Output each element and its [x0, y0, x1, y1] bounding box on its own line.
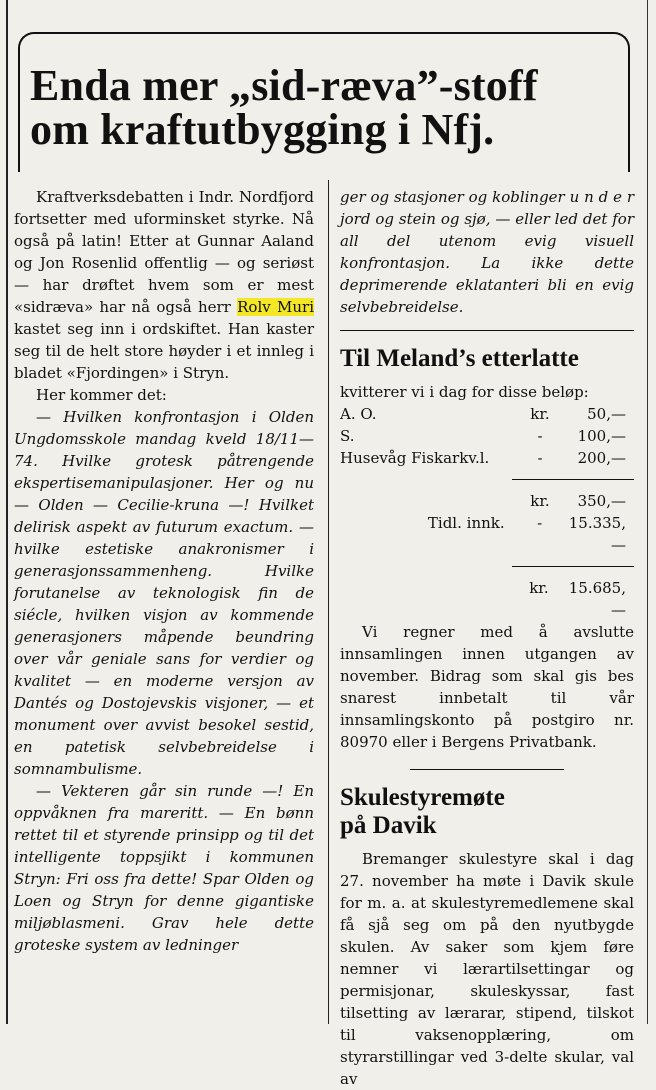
skule-title-line-1: Skulestyremøte	[340, 784, 505, 811]
intro-paragraph	[14, 186, 314, 384]
donation-row	[340, 447, 634, 469]
currency: -	[537, 427, 543, 445]
meland-text: Vi regner med å avslutte innsamlingen innen utgangen av november. Bidrag som skal gis bes snarest innbetalt til vår innsamlingskonto på postgiro nr. 80970 eller i Bergens Privatbank.	[340, 623, 634, 751]
headline	[30, 61, 630, 154]
headline-line-1: Enda mer „sid-ræva”-stoff	[30, 61, 538, 110]
amount: 200,—	[577, 449, 626, 467]
total-row	[340, 577, 634, 621]
column-edge-rule-right	[647, 0, 648, 1024]
currency: kr.	[530, 405, 550, 423]
previous-amount: 15.335,—	[568, 514, 626, 554]
quote-intro: Her kommer det:	[36, 386, 167, 404]
skule-title	[340, 784, 634, 840]
currency: kr.	[529, 579, 549, 597]
previous-row	[340, 512, 634, 556]
currency: kr.	[530, 492, 550, 510]
donor-name: A. O.	[340, 405, 377, 423]
amount: 100,—	[577, 427, 626, 445]
quote-continuation: ger og stasjoner og koblinger u n d e r jord og stein og sjø, — eller led det for all del utenom evig visuell konfrontasjon. La ikke dette deprimerende eklatanteri bli en evig selvbebreidelse.	[340, 188, 634, 316]
skule-text: Bremanger skulestyre skal i dag 27. november ha møte i Davik skule for m. a. at skulestyremedlemene skal få sjå seg om på den nyutbygde skulen. Av saker som kjem føre nemner vi lærartilsettingar og permisjonar, skuleskyssar, fast tilsetting av lærarar, stipend, tilskot til vaksenopplæring, om styrarstillingar ved 3-delte skular, val av	[340, 850, 634, 1088]
skule-title-line-2: på Davik	[340, 812, 437, 839]
headline-line-2: om kraftutbygging i Nfj.	[30, 105, 495, 154]
section-rule	[410, 769, 564, 770]
donation-row	[340, 425, 634, 447]
previous-label: Tidl. innk.	[427, 514, 505, 532]
currency: -	[537, 449, 543, 467]
currency: -	[537, 514, 543, 532]
total-amount: 15.685,—	[568, 579, 626, 619]
quote-paragraph-1: — Hvilken konfrontasjon i Olden Ungdomsskole mandag kveld 18/11—74. Hvilke grotesk påtrengende ekspertisemanipulasjoner. Her og nu — Olden — Cecilie-kruna —! Hvilket delirisk aspekt av futurum exactum. — hvilke estetiske anakronismer i generasjonssammenheng. Hvilke forutanelse av teknologisk fin de siécle, hvilken visjon av kommende generasjoners måpende beundring over vår geniale sans for verdier og kvalitet — en moderne versjon av Dantés og Dostojevskis visjoner, — et monument over avvist besokel sestid, en patetisk selvbebreidelse i somnambulisme.	[14, 408, 314, 778]
sum-rule	[512, 479, 634, 480]
highlighted-name: Rolv Muri	[237, 298, 314, 316]
donation-row	[340, 403, 634, 425]
quote-paragraph-2: — Vekteren går sin runde —! En oppvåknen fra mareritt. — En bønn rettet til et styrende prinsipp og til det intelligente toppsjikt i kommunen Stryn: Fri oss fra dette! Spar Olden og Loen og Stryn for denne gigantiske miljøblasmeni. Grav hele dette groteske system av ledninger	[14, 782, 314, 954]
sum-rule	[512, 566, 634, 567]
intro-text-2: kastet seg inn i ordskiftet. Han kaster seg til de helt store høyder i et innleg i bladet «Fjordingen» i Stryn.	[14, 320, 314, 382]
subtotal-amount: 350,—	[577, 492, 626, 510]
left-column	[14, 186, 314, 956]
column-edge-rule	[6, 0, 8, 1024]
subtotal-row	[340, 490, 634, 512]
amount: 50,—	[587, 405, 626, 423]
right-column	[340, 186, 634, 1090]
donor-name: Husevåg Fiskarkv.l.	[340, 449, 490, 467]
donor-name: S.	[340, 427, 355, 445]
column-divider	[328, 180, 329, 1024]
intro-text-1: Kraftverksdebatten i Indr. Nordfjord fortsetter med uforminsket styrke. Nå også på latin! Etter at Gunnar Aaland og Jon Rosenlid offentlig — og seriøst — har drøftet hvem som er mest «sidræva» har nå også herr	[14, 188, 314, 316]
meland-intro: kvitterer vi i dag for disse beløp:	[340, 383, 589, 401]
section-rule	[340, 330, 634, 331]
meland-title: Til Meland’s etterlatte	[340, 345, 579, 372]
